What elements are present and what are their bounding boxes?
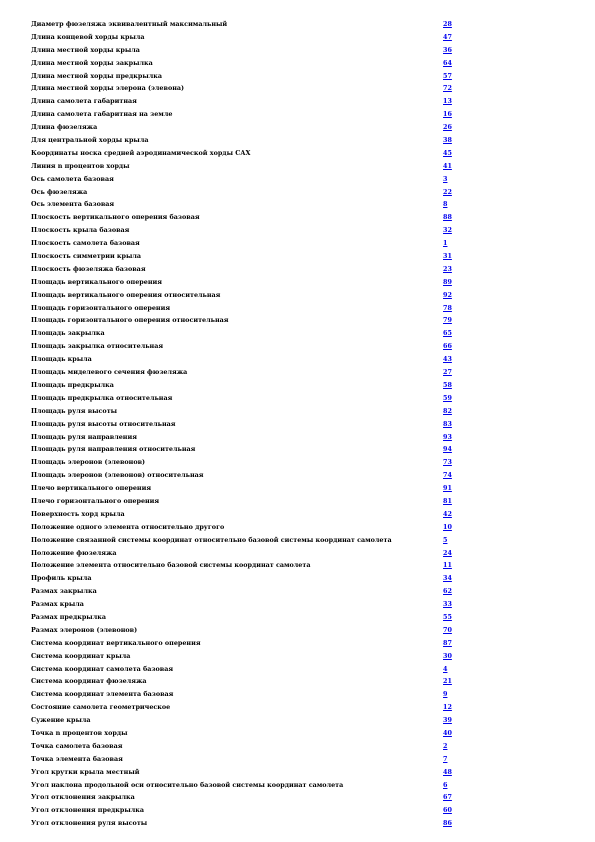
index-term: Длина фюзеляжа bbox=[31, 123, 98, 132]
index-term: Размах предкрылка bbox=[31, 612, 106, 621]
index-term: Поверхность хорд крыла bbox=[31, 509, 125, 518]
index-row bbox=[0, 701, 595, 714]
index-row bbox=[0, 379, 595, 392]
index-term: Площадь закрылка относительная bbox=[31, 342, 164, 351]
index-term: Сужение крыла bbox=[31, 716, 91, 725]
index-term: Диаметр фюзеляжа эквивалентный максимальный bbox=[31, 20, 228, 28]
index-term: Длина местной хорды элерона (элевона) bbox=[31, 84, 185, 93]
index-term: Длина местной хорды крыла bbox=[31, 45, 140, 54]
index-row bbox=[0, 186, 595, 199]
page-link[interactable]: 40 bbox=[443, 728, 452, 737]
index-row bbox=[0, 418, 595, 431]
index-term: Площадь предкрылка bbox=[31, 380, 114, 389]
page-link[interactable]: 73 bbox=[443, 458, 452, 467]
index-term: Площадь горизонтального оперения относительная bbox=[31, 316, 229, 325]
index-term: Длина концевой хорды крыла bbox=[31, 32, 145, 41]
index-term: Площадь руля направления относительная bbox=[31, 445, 196, 454]
page-link[interactable]: 13 bbox=[443, 97, 452, 106]
index-row bbox=[0, 611, 595, 624]
index-term: Плоскость симметрии крыла bbox=[31, 252, 142, 261]
index-row bbox=[0, 289, 595, 302]
index-term: Плечо вертикального оперения bbox=[31, 484, 152, 493]
index-term: Площадь вертикального оперения относительная bbox=[31, 290, 221, 299]
index-term: Ось элемента базовая bbox=[31, 200, 115, 209]
page-link[interactable]: 23 bbox=[443, 264, 452, 273]
glossary-index bbox=[0, 18, 595, 830]
index-row bbox=[0, 392, 595, 405]
page-link[interactable]: 42 bbox=[443, 509, 452, 518]
index-row bbox=[0, 431, 595, 444]
index-row bbox=[0, 237, 595, 250]
index-term: Состояние самолета геометрическое bbox=[31, 703, 171, 712]
page-link[interactable]: 94 bbox=[443, 445, 452, 454]
page-link[interactable]: 6 bbox=[443, 780, 448, 789]
index-row bbox=[0, 198, 595, 211]
page-link[interactable]: 65 bbox=[443, 329, 452, 338]
index-row bbox=[0, 456, 595, 469]
index-row bbox=[0, 675, 595, 688]
index-row bbox=[0, 714, 595, 727]
index-term: Площадь горизонтального оперения bbox=[31, 303, 171, 312]
page-link[interactable]: 22 bbox=[443, 187, 452, 196]
index-term: Профиль крыла bbox=[31, 574, 92, 583]
index-row bbox=[0, 366, 595, 379]
index-term: Площадь руля высоты bbox=[31, 406, 118, 415]
index-row bbox=[0, 740, 595, 753]
page-link[interactable]: 36 bbox=[443, 45, 452, 54]
index-row bbox=[0, 495, 595, 508]
page-link[interactable]: 38 bbox=[443, 136, 452, 145]
index-row bbox=[0, 327, 595, 340]
index-term: Длина самолета габаритная на земле bbox=[31, 110, 173, 119]
page-link[interactable]: 92 bbox=[443, 290, 452, 299]
page-link[interactable]: 5 bbox=[443, 535, 448, 544]
index-row bbox=[0, 95, 595, 108]
page-link[interactable]: 58 bbox=[443, 380, 452, 389]
index-term: Плоскость вертикального оперения базовая bbox=[31, 213, 200, 222]
index-row bbox=[0, 443, 595, 456]
page-link[interactable]: 7 bbox=[443, 754, 448, 763]
page-link[interactable]: 45 bbox=[443, 148, 452, 157]
index-row bbox=[0, 211, 595, 224]
index-row bbox=[0, 82, 595, 95]
index-row bbox=[0, 688, 595, 701]
page-link[interactable]: 64 bbox=[443, 58, 452, 67]
index-term: Длина местной хорды закрылка bbox=[31, 58, 153, 67]
index-term: Плоскость фюзеляжа базовая bbox=[31, 264, 146, 273]
index-row bbox=[0, 353, 595, 366]
index-row bbox=[0, 44, 595, 57]
index-row bbox=[0, 650, 595, 663]
index-term: Площадь миделевого сечения фюзеляжа bbox=[31, 368, 188, 377]
index-term: Система координат фюзеляжа bbox=[31, 677, 147, 686]
page-link[interactable]: 81 bbox=[443, 496, 452, 505]
page-link[interactable]: 72 bbox=[443, 84, 452, 93]
index-row bbox=[0, 779, 595, 792]
page-link[interactable]: 34 bbox=[443, 574, 452, 583]
page-link[interactable]: 83 bbox=[443, 419, 452, 428]
index-term: Ось самолета базовая bbox=[31, 174, 114, 183]
index-term: Положение одного элемента относительно другого bbox=[31, 522, 225, 531]
index-term: Размах элеронов (элевонов) bbox=[31, 625, 138, 634]
index-term: Размах крыла bbox=[31, 600, 84, 609]
index-row bbox=[0, 727, 595, 740]
index-term: Плечо горизонтального оперения bbox=[31, 496, 160, 505]
page-link[interactable]: 62 bbox=[443, 587, 452, 596]
index-row bbox=[0, 108, 595, 121]
index-term: Площадь закрылка bbox=[31, 329, 105, 338]
page-link[interactable]: 87 bbox=[443, 638, 452, 647]
index-row bbox=[0, 121, 595, 134]
index-row bbox=[0, 31, 595, 44]
index-row bbox=[0, 521, 595, 534]
index-row bbox=[0, 57, 595, 70]
index-row bbox=[0, 637, 595, 650]
page-link[interactable]: 48 bbox=[443, 767, 452, 776]
index-row bbox=[0, 263, 595, 276]
index-row bbox=[0, 585, 595, 598]
index-row bbox=[0, 70, 595, 83]
index-row bbox=[0, 160, 595, 173]
page-link[interactable]: 24 bbox=[443, 548, 452, 557]
page-link[interactable]: 82 bbox=[443, 406, 452, 415]
index-term: Линия n процентов хорды bbox=[31, 161, 130, 170]
page-link[interactable]: 59 bbox=[443, 393, 452, 402]
page-link[interactable]: 4 bbox=[443, 664, 448, 673]
index-term: Угол наклона продольной оси относительно базовой системы координат самолета bbox=[31, 780, 344, 789]
page-link[interactable]: 60 bbox=[443, 806, 452, 815]
index-term: Площадь руля высоты относительная bbox=[31, 419, 176, 428]
page-link[interactable]: 1 bbox=[443, 239, 448, 248]
page-link[interactable]: 57 bbox=[443, 71, 452, 80]
index-term: Положение элемента относительно базовой системы координат самолета bbox=[31, 561, 311, 570]
index-term: Положение фюзеляжа bbox=[31, 548, 117, 557]
page-link[interactable]: 74 bbox=[443, 471, 452, 480]
index-row bbox=[0, 276, 595, 289]
index-term: Длина самолета габаритная bbox=[31, 97, 137, 106]
index-row bbox=[0, 791, 595, 804]
page-link[interactable]: 32 bbox=[443, 226, 452, 235]
page-link[interactable]: 70 bbox=[443, 625, 452, 634]
page-link[interactable]: 39 bbox=[443, 716, 452, 725]
page-link[interactable]: 21 bbox=[443, 677, 452, 686]
index-row bbox=[0, 663, 595, 676]
index-row bbox=[0, 547, 595, 560]
page-link[interactable]: 47 bbox=[443, 32, 452, 41]
page-link[interactable]: 11 bbox=[443, 561, 452, 570]
page-link[interactable]: 31 bbox=[443, 252, 452, 261]
page-link[interactable]: 12 bbox=[443, 703, 452, 712]
index-row bbox=[0, 534, 595, 547]
page-link[interactable]: 55 bbox=[443, 612, 452, 621]
index-term: Площадь элеронов (элевонов) bbox=[31, 458, 146, 467]
index-term: Угол отклонения предкрылка bbox=[31, 806, 145, 815]
page-link[interactable]: 66 bbox=[443, 342, 452, 351]
index-row bbox=[0, 340, 595, 353]
index-term: Точка самолета базовая bbox=[31, 741, 123, 750]
index-row bbox=[0, 173, 595, 186]
index-term: Угол отклонения закрылка bbox=[31, 793, 135, 802]
index-row bbox=[0, 147, 595, 160]
page-link[interactable]: 28 bbox=[443, 20, 452, 28]
index-row bbox=[0, 224, 595, 237]
page-link[interactable]: 78 bbox=[443, 303, 452, 312]
index-term: Плоскость крыла базовая bbox=[31, 226, 130, 235]
index-row bbox=[0, 314, 595, 327]
index-row bbox=[0, 753, 595, 766]
index-row bbox=[0, 482, 595, 495]
page-link[interactable]: 43 bbox=[443, 355, 452, 364]
page-link[interactable]: 33 bbox=[443, 600, 452, 609]
index-row bbox=[0, 559, 595, 572]
index-term: Площадь крыла bbox=[31, 355, 92, 364]
page-link[interactable]: 67 bbox=[443, 793, 452, 802]
page-link[interactable]: 16 bbox=[443, 110, 452, 119]
index-row bbox=[0, 250, 595, 263]
index-term: Система координат крыла bbox=[31, 651, 131, 660]
page-link[interactable]: 89 bbox=[443, 277, 452, 286]
page-link[interactable]: 91 bbox=[443, 484, 452, 493]
index-term: Угол отклонения руля высоты bbox=[31, 819, 148, 828]
page-link[interactable]: 88 bbox=[443, 213, 452, 222]
index-row bbox=[0, 817, 595, 830]
index-term: Система координат элемента базовая bbox=[31, 690, 174, 699]
index-row bbox=[0, 508, 595, 521]
index-row bbox=[0, 405, 595, 418]
index-row bbox=[0, 469, 595, 482]
index-row bbox=[0, 302, 595, 315]
index-row bbox=[0, 572, 595, 585]
index-term: Угол крутки крыла местный bbox=[31, 767, 140, 776]
page-link[interactable]: 41 bbox=[443, 161, 452, 170]
index-term: Ось фюзеляжа bbox=[31, 187, 88, 196]
index-term: Плоскость самолета базовая bbox=[31, 239, 140, 248]
page-link[interactable]: 26 bbox=[443, 123, 452, 132]
index-term: Площадь руля направления bbox=[31, 432, 137, 441]
index-term: Площадь вертикального оперения bbox=[31, 277, 162, 286]
page-link[interactable]: 27 bbox=[443, 368, 452, 377]
index-row bbox=[0, 134, 595, 147]
index-term: Положение связанной системы координат относительно базовой системы координат самолета bbox=[31, 535, 392, 544]
index-row bbox=[0, 18, 595, 31]
page-link[interactable]: 8 bbox=[443, 200, 448, 209]
index-row bbox=[0, 766, 595, 779]
page-link[interactable]: 79 bbox=[443, 316, 452, 325]
index-term: Для центральной хорды крыла bbox=[31, 136, 149, 145]
index-term: Точка n процентов хорды bbox=[31, 728, 128, 737]
index-row bbox=[0, 598, 595, 611]
page-link[interactable]: 93 bbox=[443, 432, 452, 441]
index-term: Система координат вертикального оперения bbox=[31, 638, 201, 647]
index-term: Система координат самолета базовая bbox=[31, 664, 174, 673]
index-term: Площадь элеронов (элевонов) относительная bbox=[31, 471, 204, 480]
page-link[interactable]: 30 bbox=[443, 651, 452, 660]
index-row bbox=[0, 624, 595, 637]
page-link[interactable]: 2 bbox=[443, 741, 448, 750]
index-term: Координаты носка средней аэродинамической хорды САХ bbox=[31, 148, 251, 157]
page-link[interactable]: 9 bbox=[443, 690, 448, 699]
page-link[interactable]: 3 bbox=[443, 174, 448, 183]
index-term: Точка элемента базовая bbox=[31, 754, 123, 763]
page-link[interactable]: 86 bbox=[443, 819, 452, 828]
index-row bbox=[0, 804, 595, 817]
index-term: Длина местной хорды предкрылка bbox=[31, 71, 162, 80]
page-link[interactable]: 10 bbox=[443, 522, 452, 531]
index-term: Размах закрылка bbox=[31, 587, 97, 596]
index-term: Площадь предкрылка относительная bbox=[31, 393, 173, 402]
